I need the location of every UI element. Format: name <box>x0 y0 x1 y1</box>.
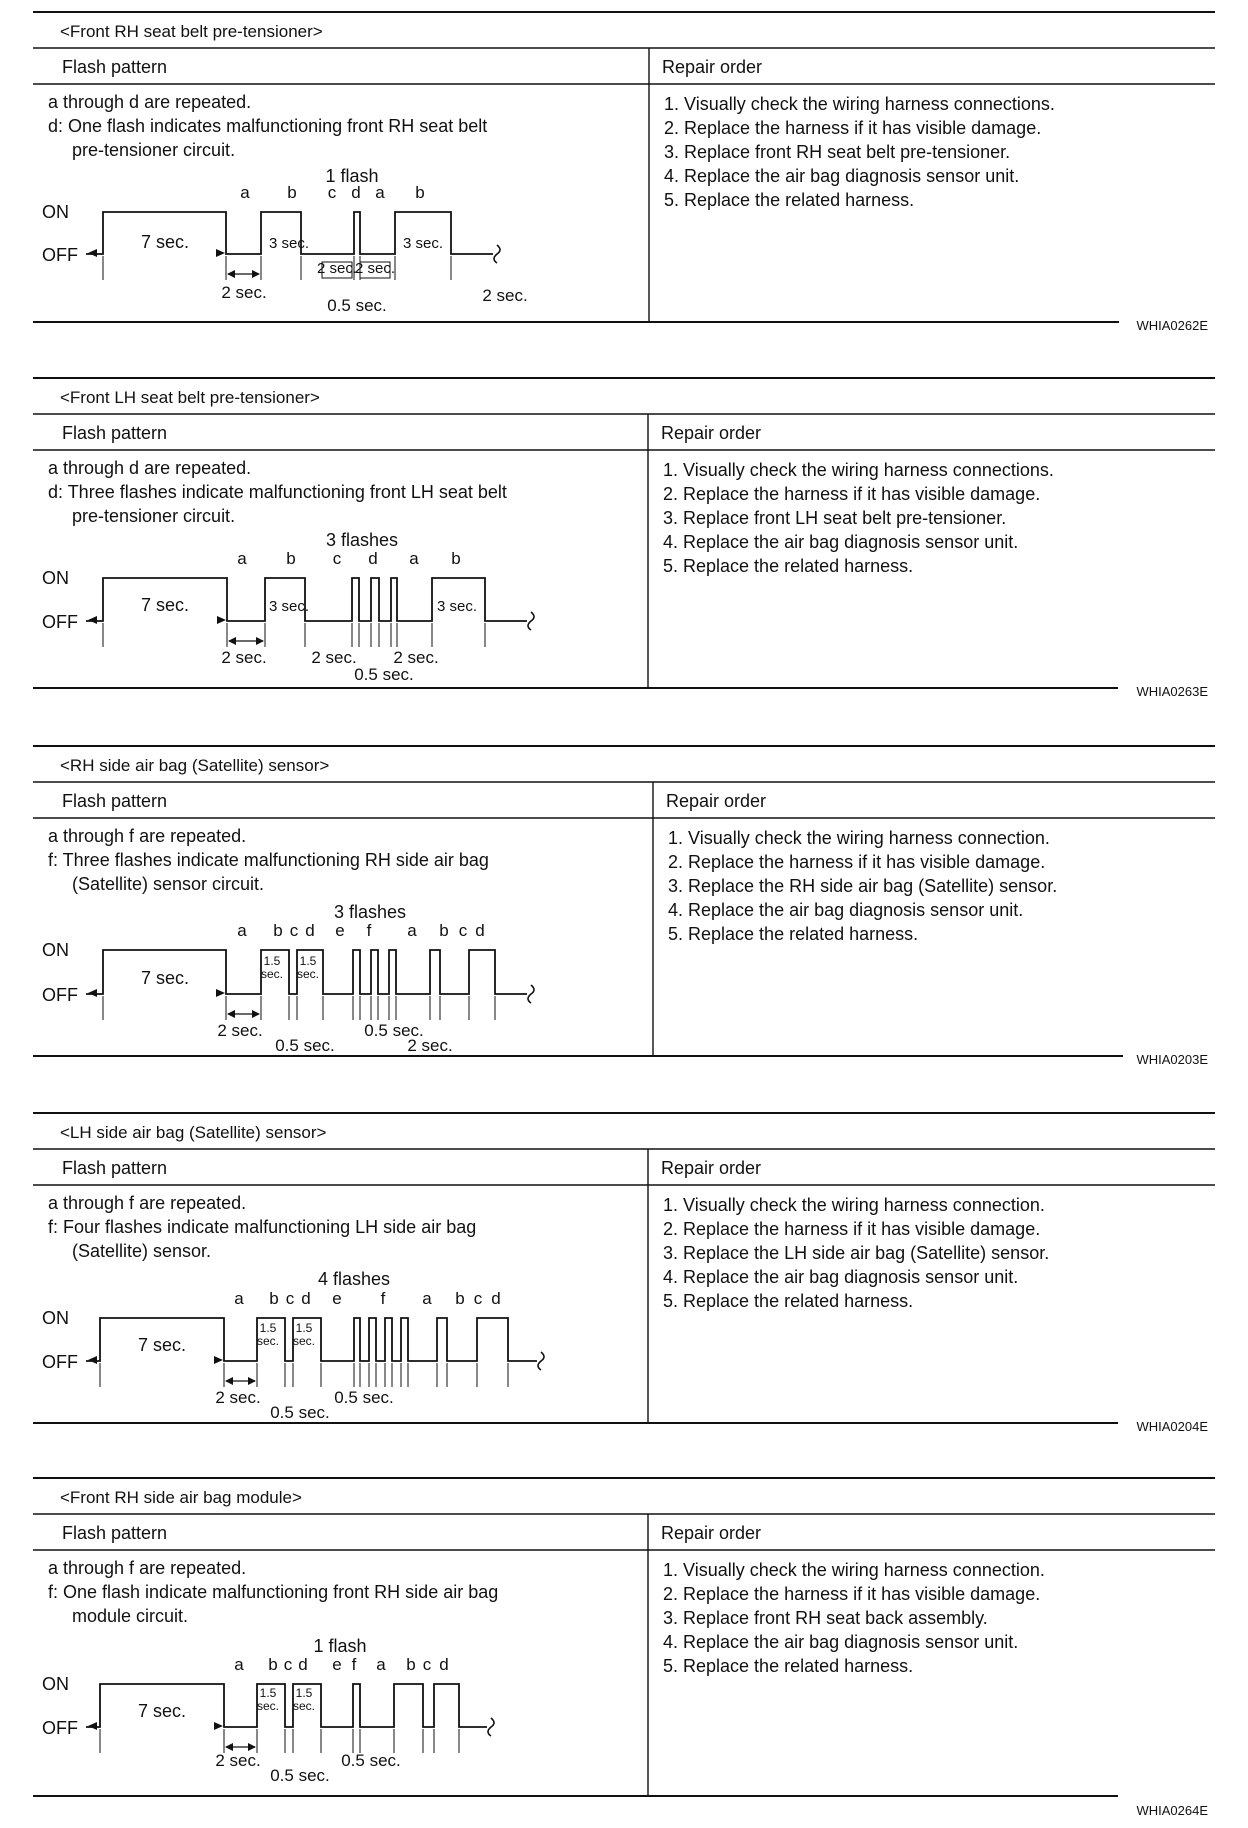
figure-code: WHIA0203E <box>1136 1052 1208 1067</box>
repair-step-3: 3. Replace front RH seat belt pre-tensioner. <box>664 142 1011 162</box>
malfunction-note-cont: pre-tensioner circuit. <box>72 140 236 160</box>
repair-step-5: 5. Replace the related harness. <box>668 924 919 944</box>
on-label: ON <box>42 1674 69 1694</box>
phase-letter-a: a <box>234 1289 244 1308</box>
waveform-break-mark <box>528 985 534 1003</box>
repair-order-heading: Repair order <box>661 423 762 443</box>
phase-letter-c: c <box>327 183 337 202</box>
phase-letter-f: f <box>380 1289 386 1308</box>
duration-label-below: 2 sec. <box>407 1036 453 1055</box>
phase-letter-a: a <box>237 921 247 940</box>
malfunction-note: d: One flash indicates malfunctioning front RH seat belt <box>48 116 488 136</box>
duration-label: 1.5 <box>259 1321 277 1335</box>
duration-label-below: 0.5 sec. <box>327 296 387 315</box>
duration-label: 3 sec. <box>402 235 444 252</box>
duration-label-below: 2 sec. <box>221 648 267 667</box>
duration-label-below: 0.5 sec. <box>270 1766 330 1785</box>
repair-step-5: 5. Replace the related harness. <box>663 1291 914 1311</box>
malfunction-note: f: Three flashes indicate malfunctioning RH side air bag <box>48 850 489 870</box>
repair-step-1: 1. Visually check the wiring harness connection. <box>663 1560 1045 1580</box>
repeat-note: a through f are repeated. <box>48 1193 247 1213</box>
phase-letter-d: d <box>491 1289 501 1308</box>
repair-step-2: 2. Replace the harness if it has visible damage. <box>663 1219 1041 1239</box>
phase-letter-a: a <box>407 921 417 940</box>
phase-letter-d: d <box>351 183 361 202</box>
duration-label: sec. <box>292 1699 316 1713</box>
repeat-note: a through f are repeated. <box>48 1558 247 1578</box>
phase-letter-b: b <box>269 1289 279 1308</box>
duration-label: sec. <box>292 1334 316 1348</box>
phase-letter-f: f <box>366 921 372 940</box>
duration-label: sec. <box>256 1334 280 1348</box>
duration-label: sec. <box>260 967 284 981</box>
flash-pattern-heading: Flash pattern <box>62 1523 168 1543</box>
repair-step-3: 3. Replace front RH seat back assembly. <box>663 1608 988 1628</box>
section-4 <box>33 1113 1215 1434</box>
waveform-break-mark <box>538 1352 544 1370</box>
flash-count-label: 1 flash <box>325 166 379 186</box>
repair-step-4: 4. Replace the air bag diagnosis sensor unit. <box>663 1267 1019 1287</box>
phase-letter-a: a <box>240 183 250 202</box>
repair-step-1: 1. Visually check the wiring harness connection. <box>668 828 1050 848</box>
section-title: <Front LH seat belt pre-tensioner> <box>60 388 320 407</box>
phase-letter-d: d <box>439 1655 449 1674</box>
malfunction-note-cont: (Satellite) sensor. <box>72 1241 212 1261</box>
section-2 <box>33 378 1215 699</box>
repair-step-2: 2. Replace the harness if it has visible damage. <box>664 118 1042 138</box>
arrow-head <box>252 270 260 278</box>
arrow-head <box>88 989 97 997</box>
phase-letter-c: c <box>289 921 299 940</box>
flash-pattern-heading: Flash pattern <box>62 423 168 443</box>
duration-label: sec. <box>256 1699 280 1713</box>
phase-letter-d: d <box>298 1655 308 1674</box>
malfunction-note: f: One flash indicate malfunctioning front RH side air bag <box>48 1582 499 1602</box>
arrow-head <box>248 1743 256 1751</box>
figure-code: WHIA0263E <box>1136 684 1208 699</box>
duration-label-below: 0.5 sec. <box>275 1036 335 1055</box>
duration-label: 1.5 <box>259 1686 277 1700</box>
repair-step-3: 3. Replace front LH seat belt pre-tensioner. <box>663 508 1007 528</box>
phase-letter-a: a <box>234 1655 244 1674</box>
arrow-head <box>228 637 236 645</box>
arrow-head <box>225 1377 233 1385</box>
section-title: <Front RH seat belt pre-tensioner> <box>60 22 323 41</box>
duration-label: 3 sec. <box>436 598 478 615</box>
phase-letter-e: e <box>332 1655 342 1674</box>
section-1 <box>33 12 1215 333</box>
waveform-break-mark <box>494 245 500 263</box>
duration-label-below: 2 sec. <box>217 1021 263 1040</box>
arrow-head <box>216 989 225 997</box>
off-label: OFF <box>42 985 78 1005</box>
malfunction-note-cont: module circuit. <box>72 1606 189 1626</box>
waveform-break-mark <box>528 612 534 630</box>
duration-label: 7 sec. <box>140 232 190 252</box>
phase-letter-d: d <box>305 921 315 940</box>
phase-letter-a: a <box>409 549 419 568</box>
figure-code: WHIA0204E <box>1136 1419 1208 1434</box>
repeat-note: a through d are repeated. <box>48 458 252 478</box>
duration-label-below: 2 sec. <box>393 648 439 667</box>
duration-label: 7 sec. <box>140 968 190 988</box>
duration-label-below: 2 sec. <box>215 1388 261 1407</box>
flash-count-label: 4 flashes <box>317 1269 391 1289</box>
repair-step-4: 4. Replace the air bag diagnosis sensor unit. <box>663 1632 1019 1652</box>
arrow-head <box>88 616 97 624</box>
duration-label-below: 0.5 sec. <box>334 1388 394 1407</box>
phase-letter-a: a <box>237 549 247 568</box>
arrow-head <box>256 637 264 645</box>
repair-step-4: 4. Replace the air bag diagnosis sensor unit. <box>663 532 1019 552</box>
phase-letter-e: e <box>332 1289 342 1308</box>
phase-letter-f: f <box>351 1655 357 1674</box>
repair-step-4: 4. Replace the air bag diagnosis sensor unit. <box>664 166 1020 186</box>
repair-step-2: 2. Replace the harness if it has visible damage. <box>663 484 1041 504</box>
section-title: <Front RH side air bag module> <box>60 1488 302 1507</box>
phase-letter-d: d <box>301 1289 311 1308</box>
arrow-head <box>88 249 97 257</box>
duration-label-below: 0.5 sec. <box>364 1021 424 1040</box>
malfunction-note: f: Four flashes indicate malfunctioning LH side air bag <box>48 1217 477 1237</box>
repair-step-4: 4. Replace the air bag diagnosis sensor unit. <box>668 900 1024 920</box>
duration-label: 7 sec. <box>137 1701 187 1721</box>
phase-letter-a: a <box>422 1289 432 1308</box>
phase-letter-b: b <box>286 549 296 568</box>
repeat-note: a through d are repeated. <box>48 92 252 112</box>
arrow-head <box>227 1010 235 1018</box>
off-label: OFF <box>42 1352 78 1372</box>
section-title: <RH side air bag (Satellite) sensor> <box>60 756 330 775</box>
arrow-head <box>216 249 225 257</box>
on-label: ON <box>42 940 69 960</box>
duration-label: 2 sec. <box>354 260 396 277</box>
phase-letter-b: b <box>455 1289 465 1308</box>
off-label: OFF <box>42 612 78 632</box>
duration-label-below: 2 sec. <box>311 648 357 667</box>
arrow-head <box>217 616 226 624</box>
on-label: ON <box>42 568 69 588</box>
duration-label-below: 2 sec. <box>215 1751 261 1770</box>
arrow-head <box>88 1722 97 1730</box>
phase-letter-b: b <box>439 921 449 940</box>
section-3 <box>33 746 1215 1067</box>
flash-count-label: 3 flashes <box>333 902 407 922</box>
flash-pattern-heading: Flash pattern <box>62 57 168 77</box>
phase-letter-c: c <box>283 1655 293 1674</box>
off-label: OFF <box>42 245 78 265</box>
duration-label-below: 0.5 sec. <box>354 665 414 684</box>
repair-order-heading: Repair order <box>661 1523 762 1543</box>
repair-step-1: 1. Visually check the wiring harness connections. <box>664 94 1055 114</box>
arrow-head <box>88 1356 97 1364</box>
repeat-note: a through f are repeated. <box>48 826 247 846</box>
repair-step-2: 2. Replace the harness if it has visible damage. <box>663 1584 1041 1604</box>
repair-step-1: 1. Visually check the wiring harness connections. <box>663 460 1054 480</box>
figure-code: WHIA0264E <box>1136 1803 1208 1818</box>
phase-letter-c: c <box>332 549 342 568</box>
flash-pattern-heading: Flash pattern <box>62 1158 168 1178</box>
phase-letter-a: a <box>375 183 385 202</box>
duration-label-below: 0.5 sec. <box>270 1403 330 1422</box>
duration-label: 2 sec. <box>316 260 358 277</box>
phase-letter-c: c <box>285 1289 295 1308</box>
duration-label: 3 sec. <box>268 235 310 252</box>
waveform-break-mark <box>488 1718 494 1736</box>
repair-step-5: 5. Replace the related harness. <box>663 556 914 576</box>
duration-label-below: 2 sec. <box>482 286 528 305</box>
phase-letter-b: b <box>415 183 425 202</box>
repair-step-3: 3. Replace the RH side air bag (Satellite) sensor. <box>668 876 1058 896</box>
arrow-head <box>248 1377 256 1385</box>
section-title: <LH side air bag (Satellite) sensor> <box>60 1123 327 1142</box>
section-5 <box>33 1478 1215 1818</box>
phase-letter-d: d <box>368 549 378 568</box>
malfunction-note: d: Three flashes indicate malfunctioning front LH seat belt <box>48 482 507 502</box>
duration-label: 1.5 <box>295 1321 313 1335</box>
arrow-head <box>225 1743 233 1751</box>
phase-letter-e: e <box>335 921 345 940</box>
phase-letter-c: c <box>473 1289 483 1308</box>
duration-label: 1.5 <box>299 954 317 968</box>
phase-letter-b: b <box>406 1655 416 1674</box>
duration-label: 3 sec. <box>268 598 310 615</box>
repair-order-heading: Repair order <box>661 1158 762 1178</box>
duration-label: 1.5 <box>263 954 281 968</box>
malfunction-note-cont: pre-tensioner circuit. <box>72 506 236 526</box>
duration-label: sec. <box>296 967 320 981</box>
on-label: ON <box>42 1308 69 1328</box>
phase-letter-b: b <box>287 183 297 202</box>
off-label: OFF <box>42 1718 78 1738</box>
repair-step-1: 1. Visually check the wiring harness connection. <box>663 1195 1045 1215</box>
duration-label: 7 sec. <box>137 1335 187 1355</box>
arrow-head <box>252 1010 260 1018</box>
duration-label-below: 0.5 sec. <box>341 1751 401 1770</box>
figure-code: WHIA0262E <box>1136 318 1208 333</box>
arrow-head <box>214 1722 223 1730</box>
repair-order-heading: Repair order <box>662 57 763 77</box>
duration-label-below: 2 sec. <box>221 283 267 302</box>
flash-pattern-heading: Flash pattern <box>62 791 168 811</box>
flash-count-label: 3 flashes <box>325 530 399 550</box>
repair-order-heading: Repair order <box>666 791 767 811</box>
on-label: ON <box>42 202 69 222</box>
repair-step-3: 3. Replace the LH side air bag (Satellite) sensor. <box>663 1243 1050 1263</box>
arrow-head <box>214 1356 223 1364</box>
phase-letter-c: c <box>458 921 468 940</box>
flash-count-label: 1 flash <box>313 1636 367 1656</box>
arrow-head <box>227 270 235 278</box>
duration-label: 1.5 <box>295 1686 313 1700</box>
duration-label: 7 sec. <box>140 595 190 615</box>
phase-letter-d: d <box>475 921 485 940</box>
phase-letter-b: b <box>451 549 461 568</box>
phase-letter-b: b <box>268 1655 278 1674</box>
phase-letter-a: a <box>376 1655 386 1674</box>
repair-step-5: 5. Replace the related harness. <box>663 1656 914 1676</box>
phase-letter-b: b <box>273 921 283 940</box>
repair-step-5: 5. Replace the related harness. <box>664 190 915 210</box>
malfunction-note-cont: (Satellite) sensor circuit. <box>72 874 265 894</box>
phase-letter-c: c <box>422 1655 432 1674</box>
repair-step-2: 2. Replace the harness if it has visible damage. <box>668 852 1046 872</box>
